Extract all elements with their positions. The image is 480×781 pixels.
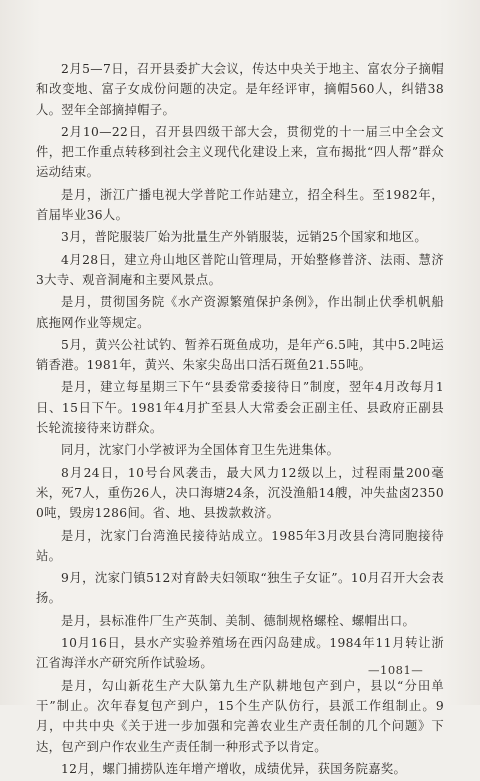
paragraph: 9月，沈家门镇512对育龄夫妇领取“独生子女证”。10月召开大会表扬。 — [36, 571, 444, 606]
paragraph: 是月，勾山新花生产大队第九生产队耕地包产到户，县以“分田单干”制止。次年春复包产到户，15个生产队仿行，县派工作组制止。9月，中共中央《关于进一步加强和完善农业生产责任制的几个问题》下达，包产到户作农业生产责任制一种形式予以肯定。 — [36, 678, 444, 754]
paragraph: 2月5—7日，召开县委扩大会议，传达中央关于地主、富农分子摘帽和改变地、富子女成份问题的决定。是年经评审，摘帽560人，纠错38人。翌年全部摘掉帽子。 — [36, 62, 444, 117]
paragraph: 12月，螺门捕捞队连年增产增收，成绩优异，获国务院嘉奖。 — [61, 761, 407, 776]
paragraph: 是月，建立每星期三下午“县委常委接待日”制度，翌年4月改每月1日、15日下午。1981年4月扩至县人大常委会正副主任、县政府正副县长轮流接待来访群众。 — [36, 380, 444, 436]
paragraph: 8月24日，10号台风袭击，最大风力12级以上，过程雨量200毫米，死7人，重伤26人，决口海塘24条，沉没渔船14艘，冲失盐卤23500吨，毁房1286间。省、地、县拨款救济。 — [36, 465, 444, 521]
paragraph: 10月16日，县水产实验养殖场在西闪岛建成。1984年11月转让浙江省海洋水产研究所作试验场。 — [36, 636, 444, 671]
paragraph: 是月，贯彻国务院《水产资源繁殖保护条例》，作出制止伏季机帆船底拖网作业等规定。 — [36, 295, 444, 330]
paragraph: 是月，沈家门台湾渔民接待站成立。1985年3月改县台湾同胞接待站。 — [36, 528, 444, 563]
paragraph: 5月，黄兴公社试钓、暂养石斑鱼成功，是年产6.5吨，其中5.2吨运销香港。1981年，黄兴、朱家尖岛出口活石斑鱼21.55吨。 — [36, 337, 444, 373]
paragraph: 同月，沈家门小学被评为全国体育卫生先进集体。 — [61, 443, 340, 458]
paragraph: 3月，普陀服装厂始为批量生产外销服装，远销25个国家和地区。 — [61, 230, 427, 245]
paragraph: 是月，浙江广播电视大学普陀工作站建立，招全科生。至1982年，首届毕业36人。 — [36, 187, 444, 223]
paragraph: 4月28日，建立舟山地区普陀山管理局，开始整修普济、法雨、慧济3大寺、观音洞庵和主要风景点。 — [36, 252, 444, 287]
paragraph: 是月，县标准件厂生产英制、美制、德制规格螺栓、螺帽出口。 — [61, 613, 416, 628]
paragraph: 2月10—22日，召开县四级干部大会，贯彻党的十一届三中全会文件，把工作重点转移到社会主义现代化建设上来，宣布揭批“四人帮”群众运动结束。 — [36, 124, 444, 180]
page-number: —1081— — [368, 663, 424, 677]
